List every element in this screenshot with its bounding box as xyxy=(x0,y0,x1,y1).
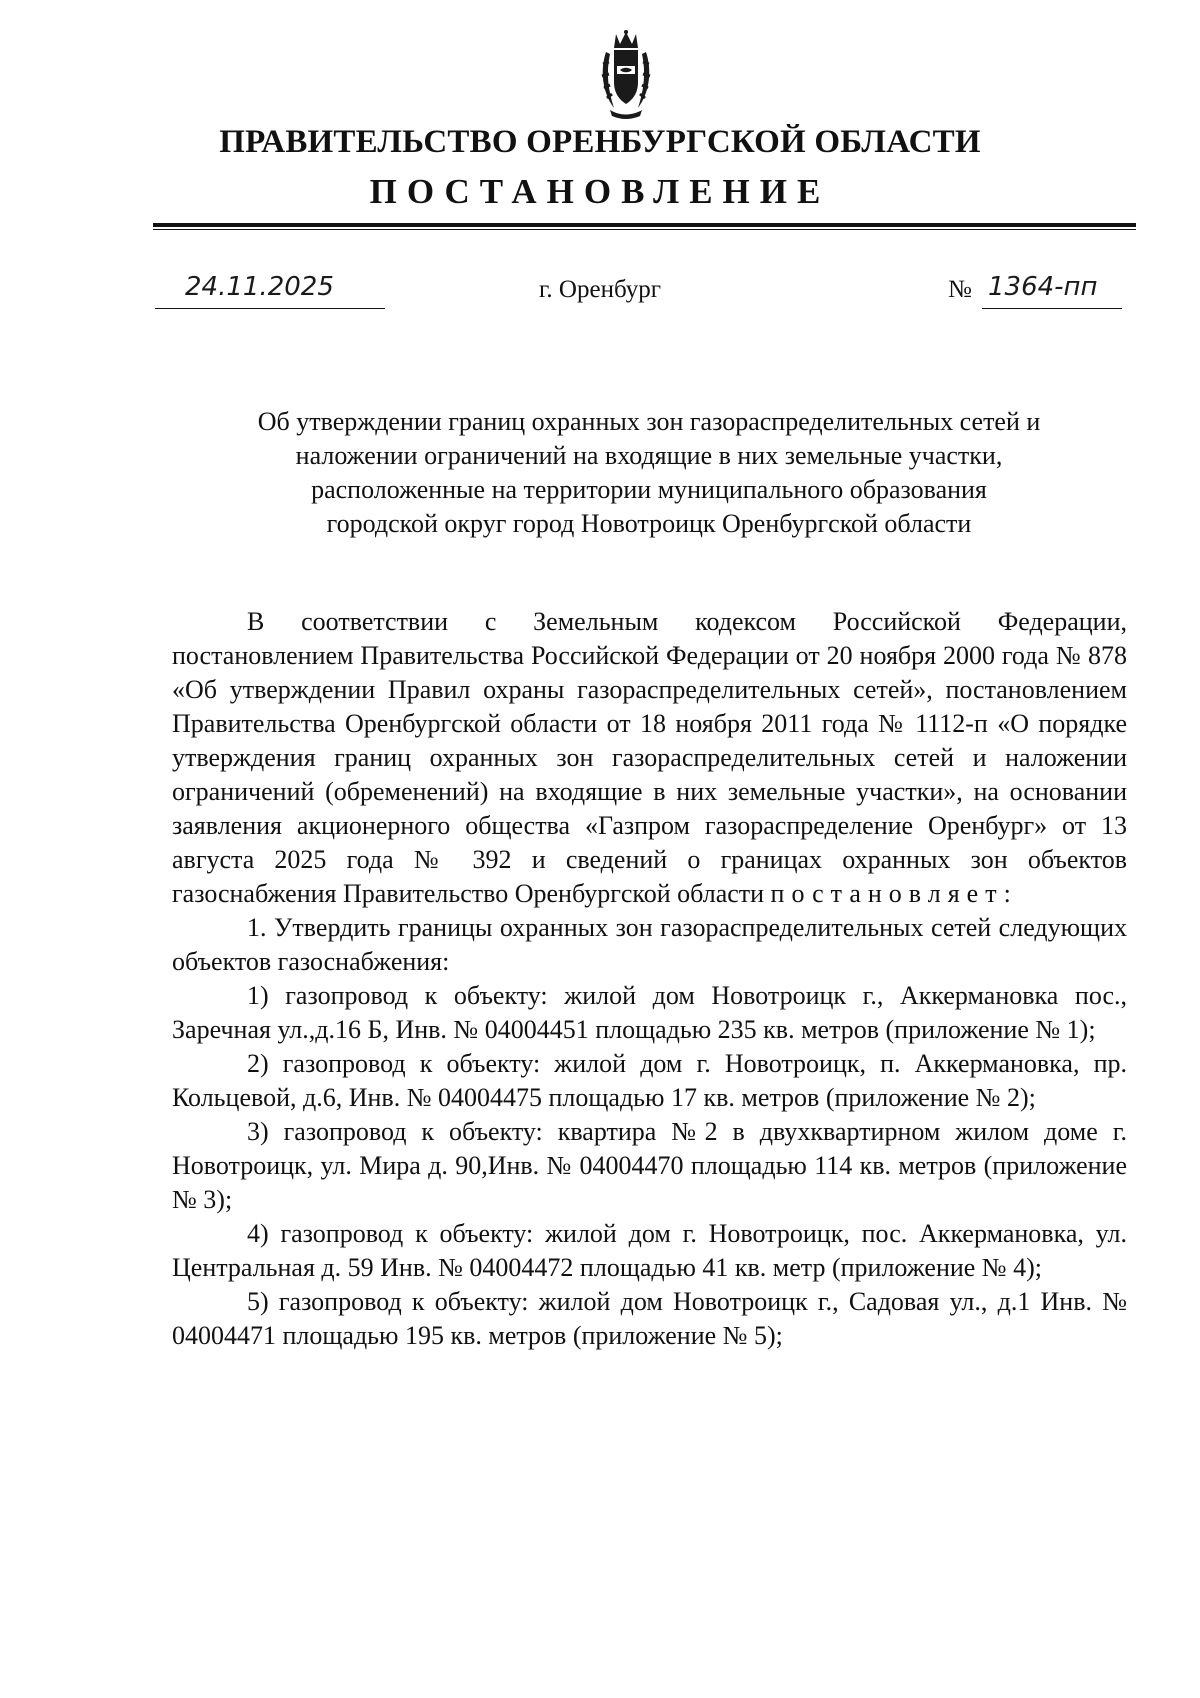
subject-line: Об утверждении границ охранных зон газораспределительных сетей и xyxy=(257,407,1041,436)
handwritten-number: 1364-пп xyxy=(988,272,1098,302)
subject-line: расположенные на территории муниципального образования xyxy=(311,475,987,504)
number-field xyxy=(982,272,1122,309)
date-field xyxy=(155,272,385,309)
item-1: 1. Утвердить границы охранных зон газораспределительных сетей следующих объектов газоснабжения: xyxy=(172,913,1127,976)
document-subject xyxy=(160,405,1138,541)
subitem-2: 2) газопровод к объекту: жилой дом г. Новотроицк, п. Аккермановка, пр. Кольцевой, д.6, Инв. № 04004475 площадью 17 кв. метров (приложение № 2); xyxy=(172,1049,1127,1112)
handwritten-date: 24.11.2025 xyxy=(185,272,334,302)
subitem-1: 1) газопровод к объекту: жилой дом Новотроицк г., Аккермановка пос., Заречная ул.,д.16 Б, Инв. № 04004451 площадью 235 кв. метров (приложение № 1); xyxy=(172,981,1127,1044)
decree-word: постановляет xyxy=(770,879,1004,908)
header-rule-thin xyxy=(153,229,1136,230)
document-body xyxy=(172,605,1127,1353)
city-label: г. Оренбург xyxy=(539,276,661,303)
subject-line: наложении ограничений на входящие в них земельные участки, xyxy=(295,441,1003,470)
preamble-text: В соответствии с Земельным кодексом Российской Федерации, постановлением Правительства Российской Федерации от 20 ноября 2000 года № 878 «Об утверждении Правил охраны газораспределительных сетей», постановлением Правительства Оренбургской области от 18 ноября 2011 года № 1112-п «О порядке утверждения границ охранных зон газораспределительных сетей и наложении ограничений (обременений) на входящие в них земельные участки», на основании заявления акционерного общества «Газпром газораспределение Оренбург» от 13 августа 2025 года № 392 и сведений о границах охранных зон объектов газоснабжения Правительство Оренбургской области xyxy=(172,607,1127,908)
document-type-heading: ПОСТАНОВЛЕНИЕ xyxy=(369,172,831,211)
subitem-5: 5) газопровод к объекту: жилой дом Новотроицк г., Садовая ул., д.1 Инв. № 04004471 площадью 195 кв. метров (приложение № 5); xyxy=(172,1287,1127,1350)
subject-line: городской округ город Новотроицк Оренбургской области xyxy=(326,509,972,538)
government-title: ПРАВИТЕЛЬСТВО ОРЕНБУРГСКОЙ ОБЛАСТИ xyxy=(219,124,981,160)
subitem-3: 3) газопровод к объекту: квартира №2 в двухквартирном жилом доме г. Новотроицк, ул. Мира д. 90,Инв. № 04004470 площадью 114 кв. метров (приложение № 3); xyxy=(172,1117,1127,1214)
number-label: № xyxy=(948,276,972,303)
preamble-paragraph: В соответствии с Земельным кодексом Российской Федерации, постановлением Правительства Российской Федерации от 20 ноября 2000 года № 878 «Об утверждении Правил охраны газораспределительных сетей», постановлением Правительства Оренбургской области от 18 ноября 2011 года № 1112-п «О порядке утверждения границ охранных зон газораспределительных сетей и наложении ограничений (обременений) на входящие в них земельные участки», на основании заявления акционерного общества «Газпром газораспределение Оренбург» от 13 августа 2025 года № 392 и сведений о границах охранных зон объектов газоснабжения Правительство Оренбургской области постановляет: xyxy=(172,607,1127,908)
subitem-4: 4) газопровод к объекту: жилой дом г. Новотроицк, пос. Аккермановка, ул. Центральная д. 59 Инв. № 04004472 площадью 41 кв. метр (приложение № 4); xyxy=(172,1219,1127,1282)
header-rule-thick xyxy=(153,223,1136,227)
coat-of-arms-icon xyxy=(600,30,652,120)
